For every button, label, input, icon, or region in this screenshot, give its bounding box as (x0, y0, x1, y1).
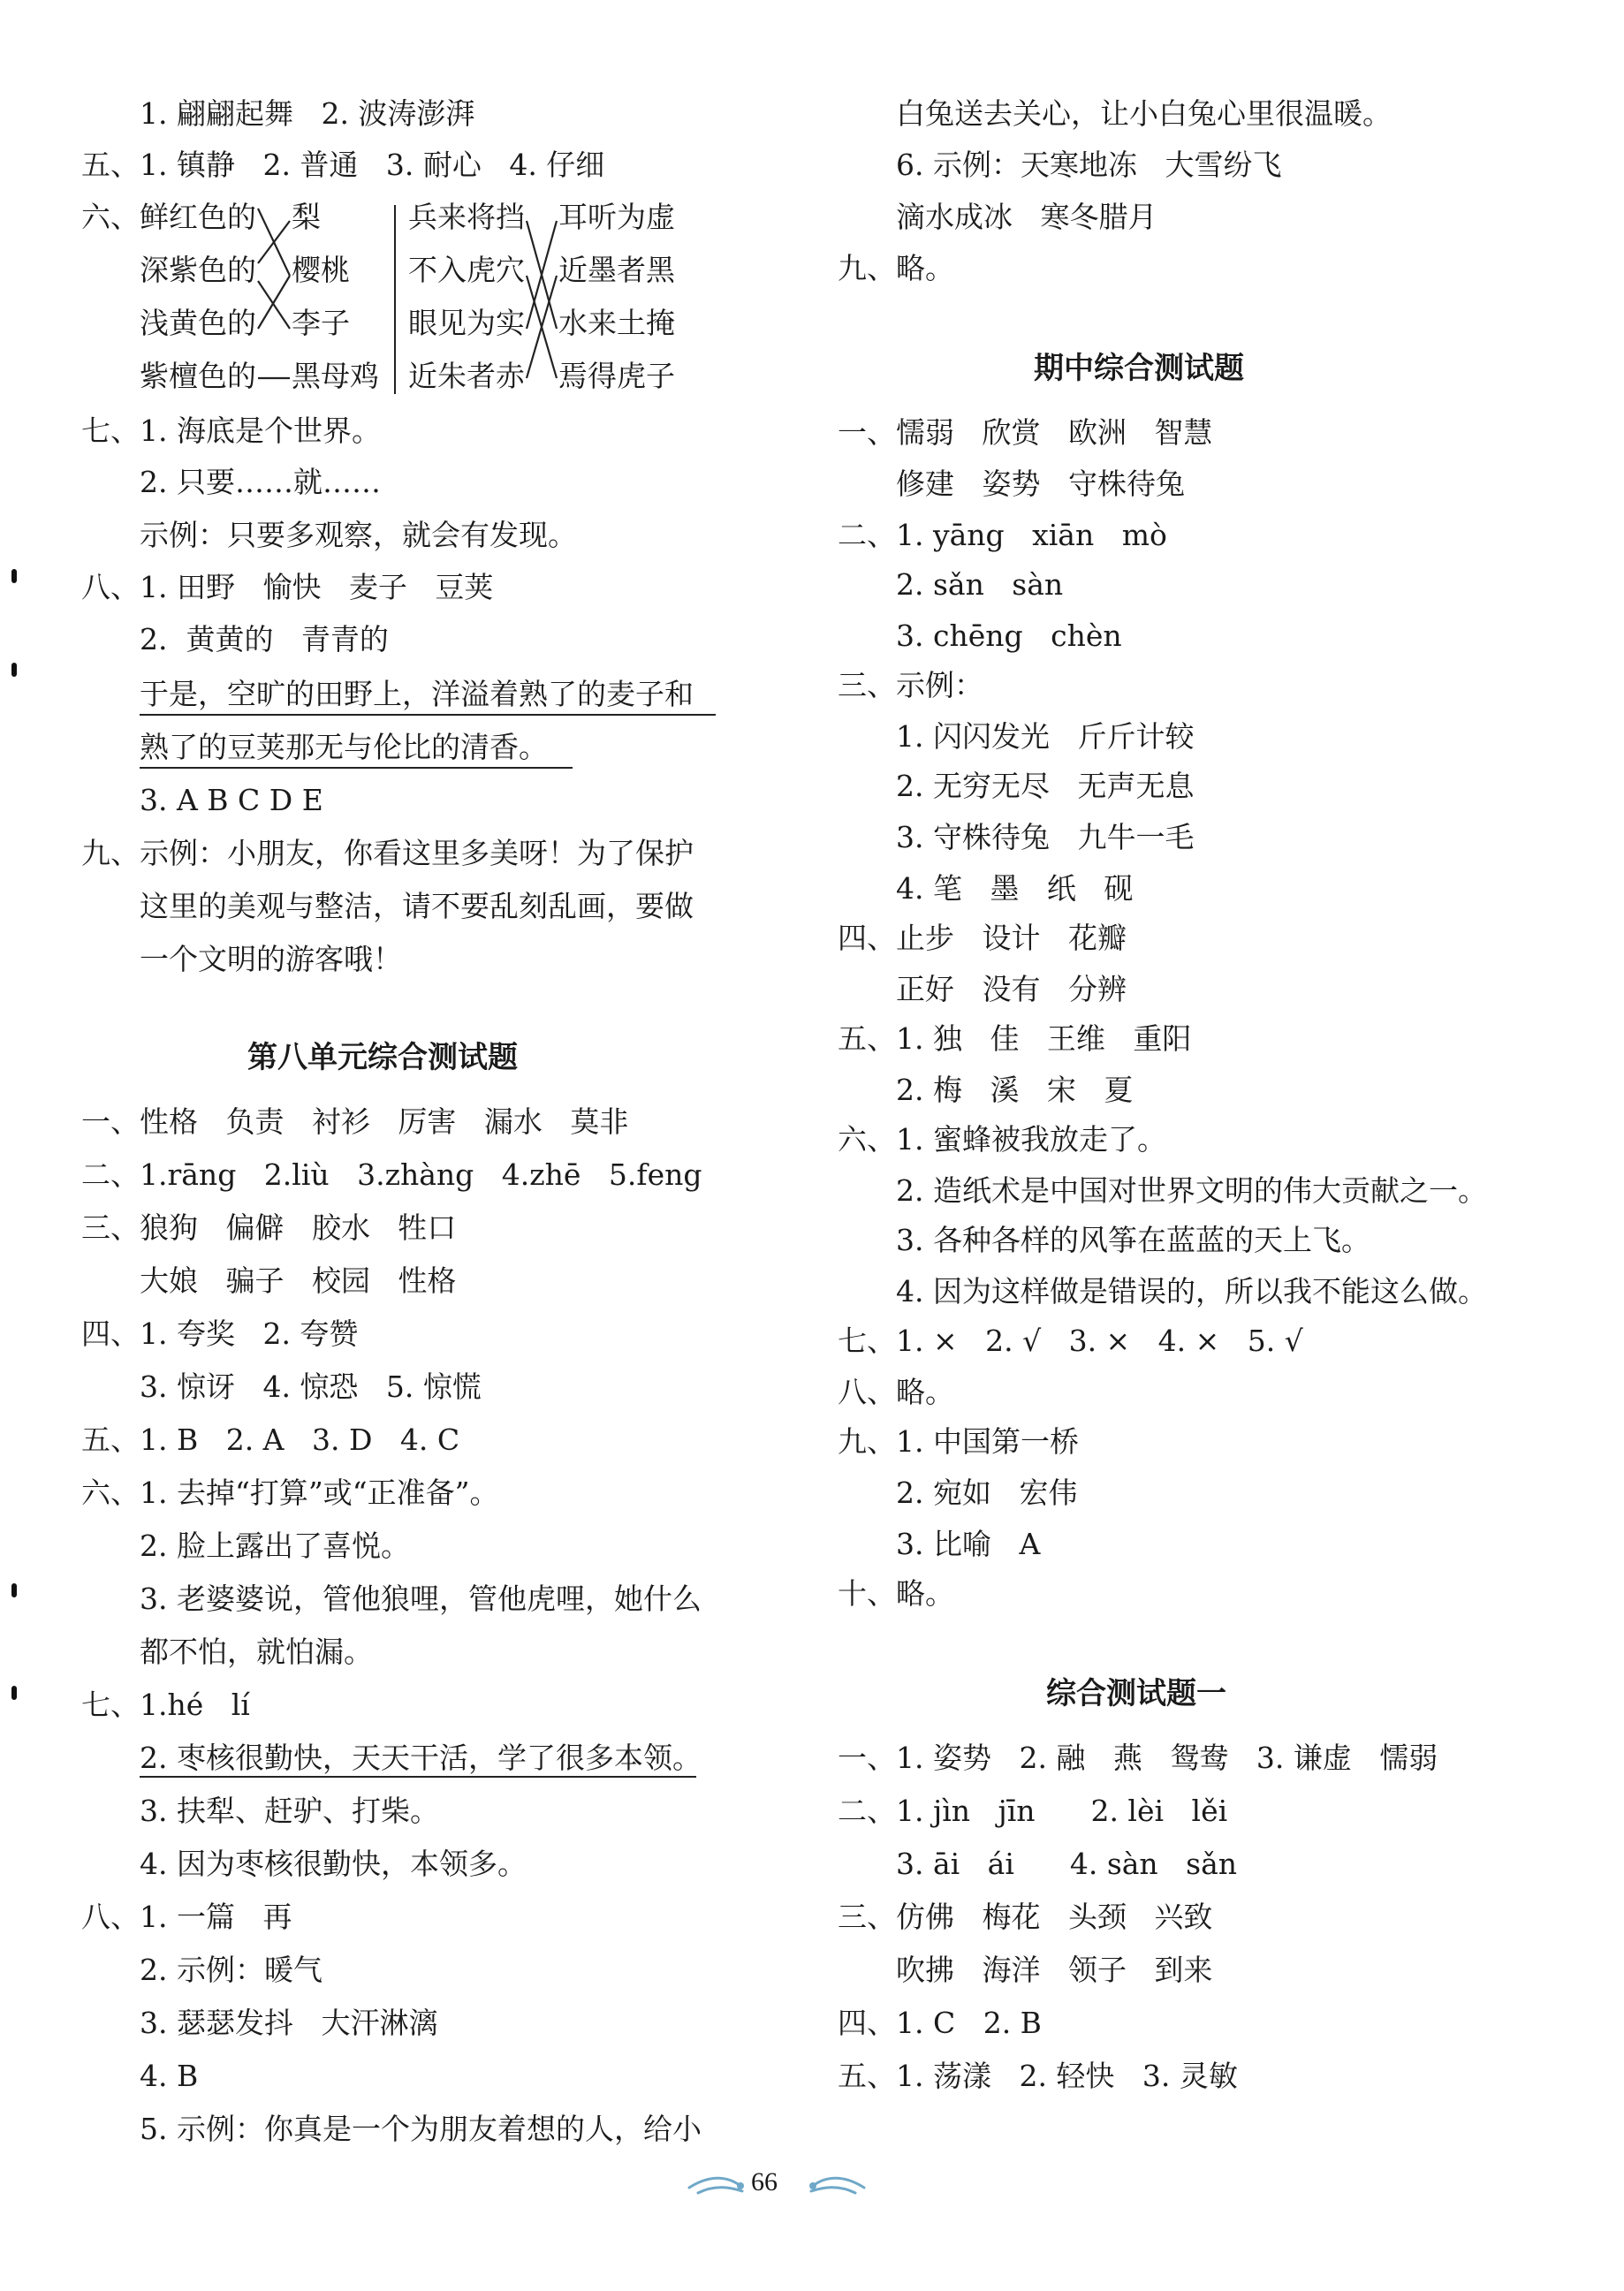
answer-line: 3. 惊讶 4. 惊恐 5. 惊慌 (140, 1369, 482, 1404)
match-right-item: 李子 (292, 306, 350, 340)
answer-line: 3. 各种各样的风筝在蓝蓝的天上飞。 (896, 1223, 1370, 1257)
answer-line: 四、止步 设计 花瓣 (838, 921, 1127, 955)
answer-line: 1. 闪闪发光 斤斤计较 (896, 719, 1195, 754)
answer-line: 3. 老婆婆说，管他狼哩，管他虎哩，她什么 (140, 1582, 702, 1616)
answer-line: 2. 枣核很勤快，天天干活，学了很多本领。 (140, 1741, 702, 1775)
answer-line: 3. 扶犁、赶驴、打柴。 (140, 1794, 439, 1828)
match-right-item: 焉得虎子 (558, 359, 675, 393)
answer-line: 六、1. 蜜蜂被我放走了。 (838, 1122, 1166, 1157)
answer-line: 一、1. 姿势 2. 融 燕 鸳鸯 3. 谦虚 懦弱 (838, 1741, 1438, 1775)
match-left-item: 不入虎穴 (408, 253, 525, 287)
answer-line: 五、1. 荡漾 2. 轻快 3. 灵敏 (838, 2059, 1238, 2093)
answer-line: 五、1. 独 佳 王维 重阳 (838, 1021, 1192, 1056)
answer-line: 2. 造纸术是中国对世界文明的伟大贡献之一。 (896, 1173, 1487, 1208)
answer-line: 3. 守株待兔 九牛一毛 (896, 820, 1195, 854)
match-right-item: 梨 (292, 200, 321, 234)
answer-line: 3. 比喻 A (896, 1527, 1041, 1561)
answer-line: 三、示例： (838, 668, 983, 702)
scan-mark (11, 1583, 17, 1597)
answer-line: 6. 示例：天寒地冻 大雪纷飞 (896, 148, 1282, 182)
answer-line: 七、1. × 2. √ 3. × 4. × 5. √ (838, 1324, 1303, 1358)
answer-line: 六、1. 去掉“打算”或“正准备”。 (81, 1475, 499, 1510)
scan-mark (11, 663, 17, 677)
answer-line: 白兔送去关心，让小白兔心里很温暖。 (896, 96, 1392, 131)
answer-line: 2. 脸上露出了喜悦。 (140, 1529, 410, 1563)
match-right-item: 近墨者黑 (558, 253, 675, 287)
section-title: 综合测试题一 (1046, 1676, 1226, 1711)
answer-line: 都不怕，就怕漏。 (140, 1635, 373, 1669)
answer-line: 七、1. 海底是个世界。 (81, 413, 381, 448)
answer-line: 九、示例：小朋友，你看这里多美呀！为了保护 (81, 836, 694, 870)
match-left-item: 鲜红色的 (140, 200, 256, 234)
answer-line: 熟了的豆荚那无与伦比的清香。 (140, 730, 548, 764)
answer-line: 1. 翩翩起舞 2. 波涛澎湃 (140, 96, 475, 131)
answer-line: 4. 因为枣核很勤快，本领多。 (140, 1847, 527, 1881)
match-left-item: 近朱者赤 (408, 359, 525, 393)
answer-line: 5. 示例：你真是一个为朋友着想的人，给小 (140, 2112, 702, 2146)
answer-line: 八、1. 田野 愉快 麦子 豆荚 (81, 570, 494, 604)
answer-line: 八、略。 (838, 1375, 954, 1409)
answer-line: 七、1.hé lí (81, 1688, 250, 1722)
answer-line: 四、1. 夸奖 2. 夸赞 (81, 1316, 359, 1351)
answer-line: 正好 没有 分辨 (896, 972, 1127, 1006)
match-right-item: 樱桃 (292, 253, 350, 287)
scan-mark (11, 569, 17, 583)
match-left-item: 深紫色的 (140, 253, 256, 287)
wave-right-icon (813, 2178, 864, 2188)
section-title: 第八单元综合测试题 (247, 1040, 518, 1075)
page-number: 66 (751, 2167, 778, 2196)
match-right-item: 耳听为虚 (558, 200, 675, 234)
answer-line: 四、1. C 2. B (838, 2006, 1042, 2040)
answer-line: 一、性格 负责 衬衫 厉害 漏水 莫非 (81, 1104, 629, 1139)
answer-line: 九、1. 中国第一桥 (838, 1424, 1079, 1459)
answer-line: 4. 因为这样做是错误的，所以我不能这么做。 (896, 1274, 1487, 1309)
answer-line: 3. 瑟瑟发抖 大汗淋漓 (140, 2006, 438, 2040)
match-left-item: 浅黄色的 (140, 306, 256, 340)
matching-lines (0, 0, 795, 442)
answer-line: 二、1. jìn jīn 2. lèi lěi (838, 1794, 1228, 1828)
answer-line: 修建 姿势 守株待兔 (896, 467, 1185, 501)
answer-line: 五、1. B 2. A 3. D 4. C (81, 1422, 460, 1457)
match-line (258, 221, 290, 263)
answer-line: 滴水成冰 寒冬腊月 (896, 200, 1157, 234)
section-title: 期中综合测试题 (1034, 351, 1244, 386)
answer-line: 4. 笔 墨 纸 砚 (896, 871, 1134, 906)
wave-left-icon (689, 2178, 740, 2188)
match-right-item: 黑母鸡 (292, 359, 379, 393)
scan-mark (11, 1686, 17, 1700)
answer-line: 这里的美观与整洁，请不要乱刻乱画，要做 (140, 889, 694, 923)
answer-line: 示例：只要多观察，就会有发现。 (140, 518, 577, 552)
answer-line: 4. B (140, 2059, 199, 2093)
match-left-item: 兵来将挡 (408, 200, 525, 234)
answer-line: 于是，空旷的田野上，洋溢着熟了的麦子和 (140, 677, 694, 711)
answer-line: 2. 梅 溪 宋 夏 (896, 1073, 1134, 1107)
answer-line: 一、懦弱 欣赏 欧洲 智慧 (838, 415, 1213, 450)
answer-line: 三、仿佛 梅花 头颈 兴致 (838, 1900, 1213, 1934)
answer-line: 九、略。 (838, 251, 954, 285)
match-left-item: 紫檀色的 (140, 359, 256, 393)
answer-line: 八、1. 一篇 再 (81, 1900, 292, 1934)
answer-line: 二、1.rāng 2.liù 3.zhàng 4.zhē 5.feng (81, 1157, 702, 1192)
answer-line: 六、 (81, 200, 140, 234)
answer-line: 2. 无穷无尽 无声无息 (896, 769, 1195, 803)
underline (140, 767, 573, 769)
footer-ornament (0, 2165, 1624, 2209)
answer-line: 二、1. yāng xiān mò (838, 518, 1167, 552)
answer-line: 五、1. 镇静 2. 普通 3. 耐心 4. 仔细 (81, 148, 605, 182)
underline (140, 714, 716, 716)
answer-line: 一个文明的游客哦！ (140, 942, 402, 976)
match-right-item: 水来土掩 (558, 306, 675, 340)
answer-line: 3. A B C D E (140, 783, 323, 817)
underline (140, 1776, 696, 1778)
answer-line: 2. 宛如 宏伟 (896, 1475, 1078, 1510)
answer-line: 3. chēng chèn (896, 618, 1122, 653)
answer-line: 2. 黄黄的 青青的 (140, 622, 389, 656)
answer-line: 2. 只要……就…… (140, 465, 381, 499)
answer-line: 三、狼狗 偏僻 胶水 牲口 (81, 1210, 457, 1245)
answer-line: 吹拂 海洋 领子 到来 (896, 1953, 1213, 1987)
match-left-item: 眼见为实 (408, 306, 525, 340)
answer-line: 十、略。 (838, 1576, 954, 1611)
answer-line: 2. 示例：暖气 (140, 1953, 323, 1987)
answer-line: 2. sǎn sàn (896, 567, 1064, 602)
answer-line: 3. āi ái 4. sàn sǎn (896, 1847, 1238, 1881)
answer-line: 大娘 骗子 校园 性格 (140, 1263, 457, 1298)
